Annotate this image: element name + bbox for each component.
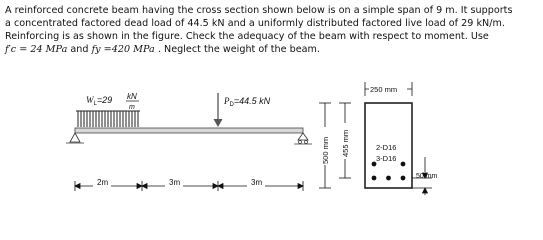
problem-line-2: a concentrated factored dead load of 44.5 kN and a uniformly distributed factored live load of 29 kN/m.: [5, 18, 505, 30]
rebar-bottom-middle: [386, 176, 391, 181]
depth-label: 455 mm: [341, 129, 350, 157]
height-label: 500 mm: [321, 136, 330, 164]
span-label-1: 2m: [97, 178, 109, 187]
right-support-roller: [294, 133, 312, 144]
wl-unit-numerator: kN: [127, 92, 137, 101]
point-load: [214, 93, 223, 127]
bottom-bars-label: 3-D16: [376, 154, 397, 163]
problem-line-1: A reinforced concrete beam having the cross section shown below is on a simple span of 9 m. It supports: [5, 5, 513, 16]
problem-line-4-tail: . Neglect the weight of the beam.: [154, 44, 320, 56]
beam: [75, 128, 303, 133]
fy-symbol: fy: [91, 44, 101, 56]
rebar-bottom-right: [401, 176, 406, 181]
span-label-2: 3m: [169, 178, 181, 187]
width-label: 250 mm: [370, 85, 398, 94]
problem-line-3: Reinforcing is as shown in the figure. Check the adequacy of the beam with respect to moment. Use: [5, 31, 489, 43]
distributed-load: [76, 111, 140, 127]
wl-label: $W_L=29$: [86, 95, 113, 107]
top-bars-label: 2-D16: [376, 143, 397, 152]
rebar-bottom-left: [372, 176, 377, 181]
wl-unit-denominator: m: [129, 104, 135, 111]
cover-label: 50 mm: [416, 173, 438, 180]
left-support-pin: [66, 133, 84, 143]
fy-value: =420 MPa: [100, 44, 155, 56]
rebar-top-right: [401, 162, 406, 167]
and-word: and: [67, 44, 92, 56]
pd-label: $P_D=44.5$ kN: [224, 96, 271, 108]
load-hatch: [78, 111, 138, 127]
fc-symbol: f′c: [5, 44, 17, 56]
span-label-3: 3m: [251, 178, 263, 187]
fc-value: = 24 MPa: [16, 44, 68, 56]
